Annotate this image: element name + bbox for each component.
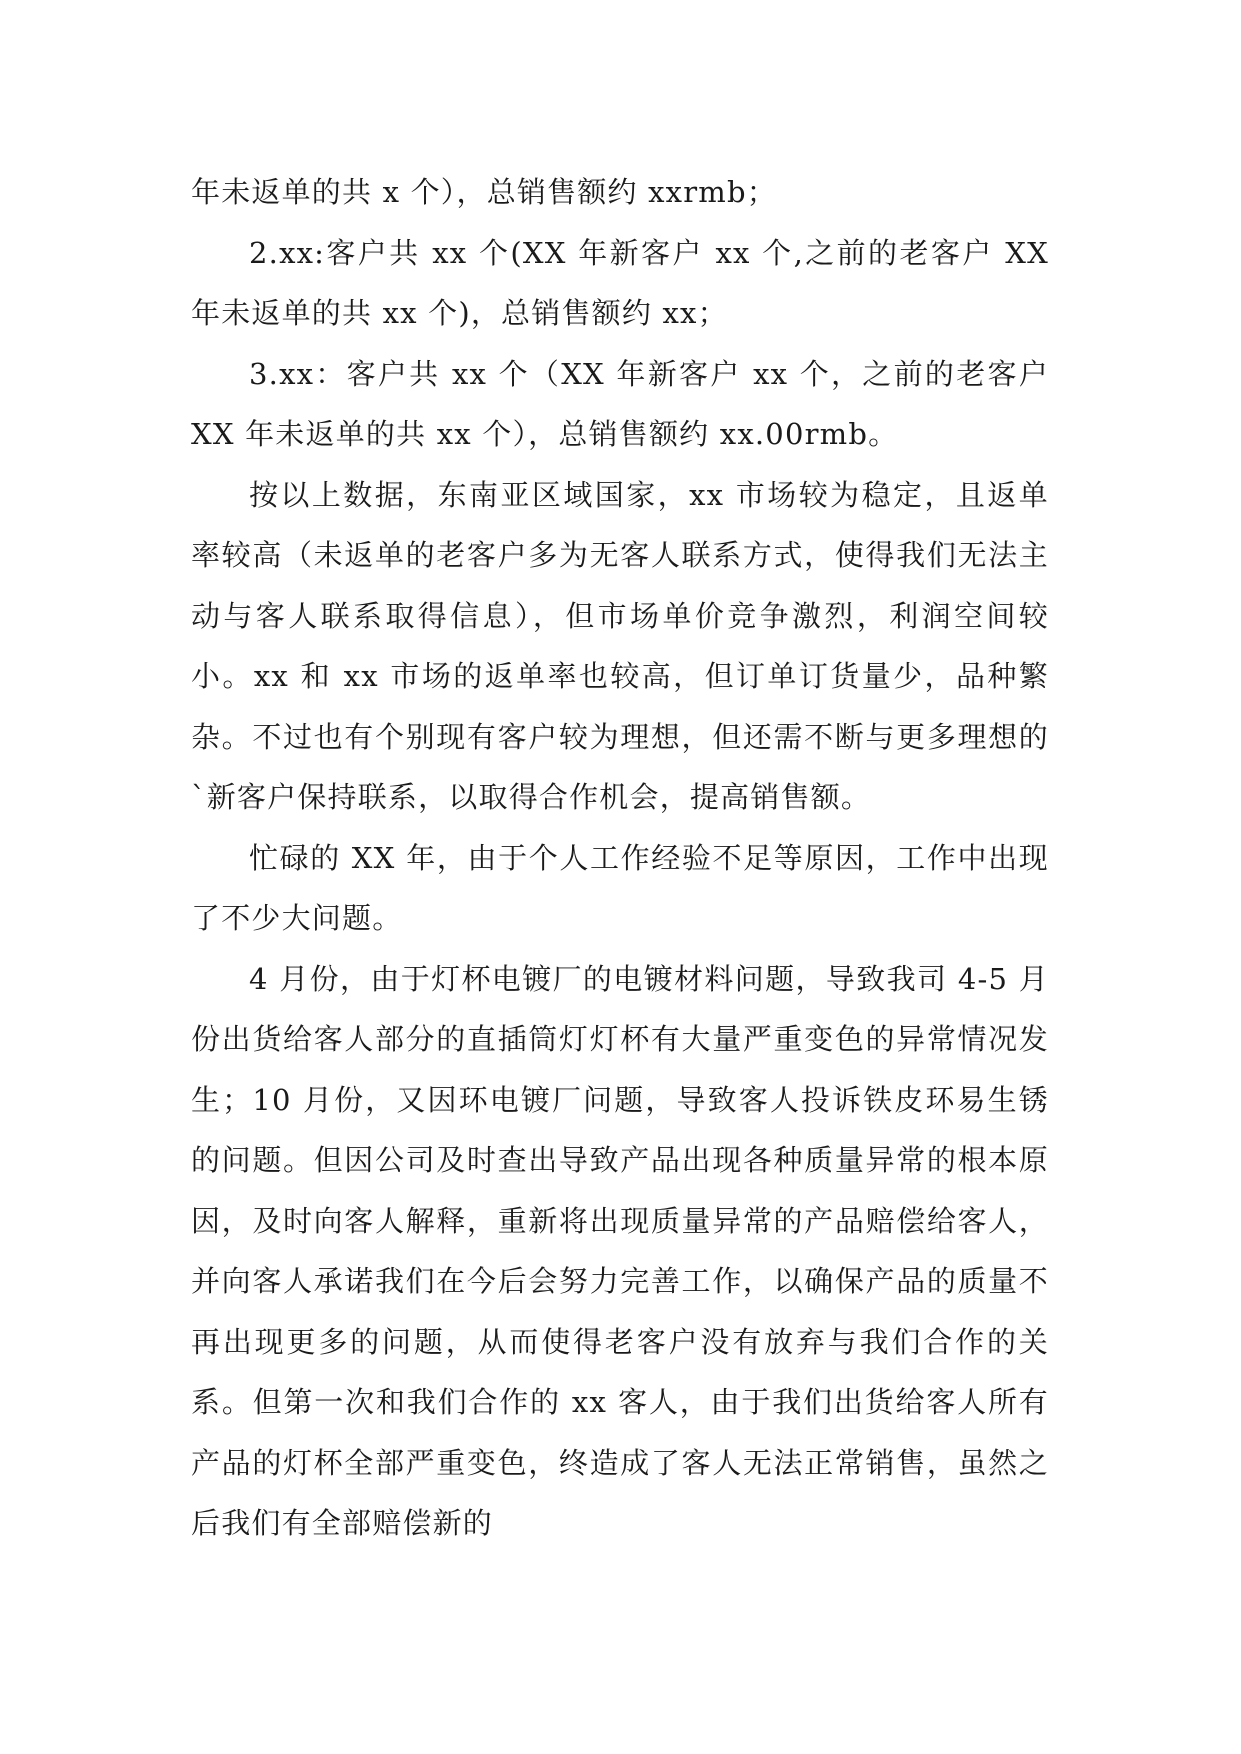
paragraph-problems-intro: 忙碌的 XX 年，由于个人工作经验不足等原因，工作中出现了不少大问题。 — [191, 840, 1049, 935]
paragraph-market-analysis: 按以上数据，东南亚区域国家，xx 市场较为稳定，且返单率较高（未返单的老客户多为无客人联系方式，使得我们无法主动与客人联系取得信息），但市场单价竞争激烈，利润空间较小。xx 和 xx 市场的返单率也较高，但订单订货量少，品种繁杂。不过也有个别现有客户较为理想，但还需不断与更多理想的`新客户保持联系，以取得合作机会，提高销售额。 — [191, 477, 1049, 814]
paragraph-quality-issues: 4 月份，由于灯杯电镀厂的电镀材料问题，导致我司 4-5 月份出货给客人部分的直插筒灯灯杯有大量严重变色的异常情况发生；10 月份，又因环电镀厂问题，导致客人投诉铁皮环易生锈的问题。但因公司及时查出导致产品出现各种质量异常的根本原因，及时向客人解释，重新将出现质量异常的产品赔偿给客人，并向客人承诺我们在今后会努力完善工作，以确保产品的质量不再出现更多的问题，从而使得老客户没有放弃与我们合作的关系。但第一次和我们合作的 xx 客人，由于我们出货给客人所有产品的灯杯全部严重变色，终造成了客人无法正常销售，虽然之后我们有全部赔偿新的 — [191, 961, 1049, 1540]
paragraph-sales-summary-3: 3.xx：客户共 xx 个（XX 年新客户 xx 个，之前的老客户 XX 年未返单的共 xx 个），总销售额约 xx.00rmb。 — [191, 356, 1049, 451]
paragraph-sales-summary-2: 2.xx:客户共 xx 个(XX 年新客户 xx 个,之前的老客户 XX 年未返单的共 xx 个)，总销售额约 xx； — [191, 235, 1049, 330]
paragraph-sales-summary-1: 年未返单的共 x 个），总销售额约 xxrmb； — [191, 175, 777, 209]
document-body — [191, 162, 1049, 1554]
